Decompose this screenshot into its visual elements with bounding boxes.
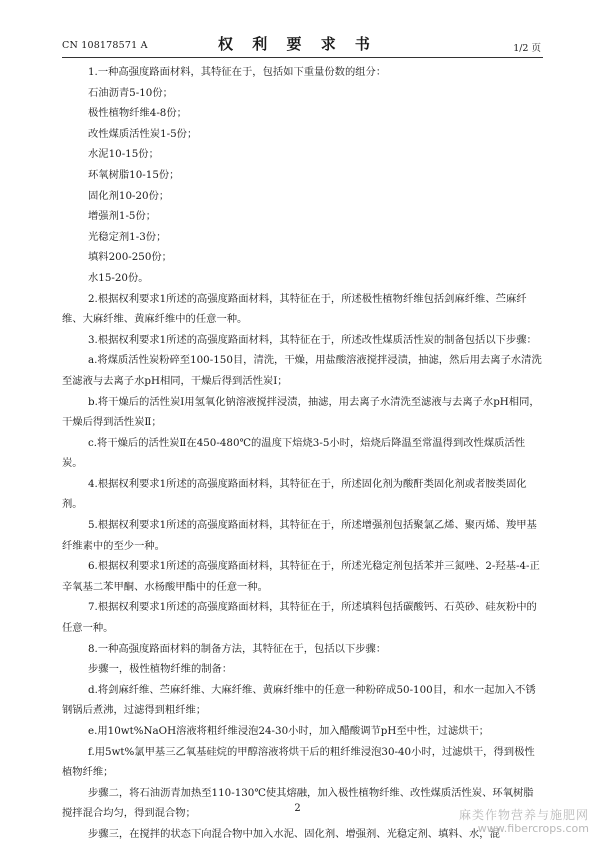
claim-paragraph: 5.根据权利要求1所述的高强度路面材料，其特征在于，所述增强剂包括聚氯乙烯、聚丙烯、羧甲基纤维素中的至少一种。 xyxy=(62,519,537,552)
claim-paragraph: 固化剂10-20份； xyxy=(88,189,170,202)
claim-paragraph: 光稳定剂1-3份； xyxy=(88,230,167,243)
claim-paragraph: 环氧树脂10-15份； xyxy=(88,168,180,181)
page-indicator: 1/2 页 xyxy=(513,43,541,54)
document-title: 权 利 要 求 书 xyxy=(218,35,377,53)
claim-paragraph: 6.根据权利要求1所述的高强度路面材料，其特征在于，所述光稳定剂包括苯并三氮唑、2-羟基-4-正辛氧基二苯甲酮、水杨酸甲酯中的任意一种。 xyxy=(62,560,540,593)
publication-number: CN 108178571 A xyxy=(62,40,148,51)
page-number: 2 xyxy=(294,803,301,814)
claim-paragraph: 水泥10-15份； xyxy=(88,148,159,161)
claim-paragraph: 1.一种高强度路面材料，其特征在于，包括如下重量份数的组分： xyxy=(88,66,387,78)
claim-paragraph: c.将干燥后的活性炭Ⅱ在450-480℃的温度下焙烧3-5小时，焙烧后降温至常温得到改性煤质活性炭。 xyxy=(62,436,526,470)
watermark-site-name: 麻类作物营养与施肥网 xyxy=(458,808,589,822)
claim-paragraph: 2.根据权利要求1所述的高强度路面材料，其特征在于，所述极性植物纤维包括剑麻纤维、苎麻纤维、大麻纤维、黄麻纤维中的任意一种。 xyxy=(62,292,527,326)
claim-paragraph: 填料200-250份； xyxy=(88,251,172,264)
watermark xyxy=(459,808,589,836)
watermark-url: www.fibercrops.com xyxy=(477,822,589,835)
claim-paragraph: 3.根据权利要求1所述的高强度路面材料，其特征在于，所述改性煤质活性炭的制备包括以下步骤： xyxy=(88,333,537,346)
claim-paragraph: b.将干燥后的活性炭Ⅰ用氢氧化钠溶液搅拌浸渍，抽滤，用去离子水清洗至滤液与去离子水pH相同，干燥后得到活性炭Ⅱ； xyxy=(62,395,540,429)
page-header xyxy=(0,0,595,60)
claim-paragraph: 水15-20份。 xyxy=(88,271,149,284)
claim-paragraph: d.将剑麻纤维、苎麻纤维、大麻纤维、黄麻纤维中的任意一种粉碎成50-100目，和水一起加入不锈钢锅后煮沸，过滤得到粗纤维； xyxy=(62,683,536,717)
claim-paragraph: 步骤三，在搅拌的状态下向混合物中加入水泥、固化剂、增强剂、光稳定剂、填料、水，混 xyxy=(88,827,500,840)
claim-paragraph: 石油沥青5-10份； xyxy=(88,86,173,99)
claim-paragraph: 4.根据权利要求1所述的高强度路面材料，其特征在于，所述固化剂为酸酐类固化剂或者胺类固化剂。 xyxy=(62,477,527,511)
claim-paragraph: f.用5wt%氯甲基三乙氧基硅烷的甲醇溶液将烘干后的粗纤维浸泡30-40小时，过滤烘干，得到极性植物纤维； xyxy=(62,745,535,779)
claim-paragraph: 改性煤质活性炭1-5份； xyxy=(88,127,198,140)
claim-paragraph: 步骤二，将石油沥青加热至110-130℃使其熔融，加入极性植物纤维、改性煤质活性炭、环氧树脂搅拌混合均匀，得到混合物； xyxy=(62,786,534,820)
claim-paragraph: 8.一种高强度路面材料的制备方法，其特征在于，包括以下步骤： xyxy=(88,642,387,655)
claims-body xyxy=(62,62,543,845)
claim-paragraph: 极性植物纤维4-8份； xyxy=(88,107,187,120)
claim-paragraph: 步骤一，极性植物纤维的制备： xyxy=(88,663,233,676)
claim-paragraph: e.用10wt%NaOH溶液将粗纤维浸泡24-30小时，加入醋酸调节pH至中性，过滤烘干； xyxy=(88,725,490,737)
header-divider xyxy=(62,57,543,58)
claim-paragraph: 7.根据权利要求1所述的高强度路面材料，其特征在于，所述填料包括碳酸钙、石英砂、硅灰粉中的任意一种。 xyxy=(62,601,537,635)
claim-paragraph: a.将煤质活性炭粉碎至100-150目，清洗，干燥，用盐酸溶液搅拌浸渍，抽滤，然后用去离子水清洗至滤液与去离子水pH相同，干燥后得到活性炭Ⅰ； xyxy=(62,354,542,387)
claim-paragraph: 增强剂1-5份； xyxy=(88,210,157,223)
